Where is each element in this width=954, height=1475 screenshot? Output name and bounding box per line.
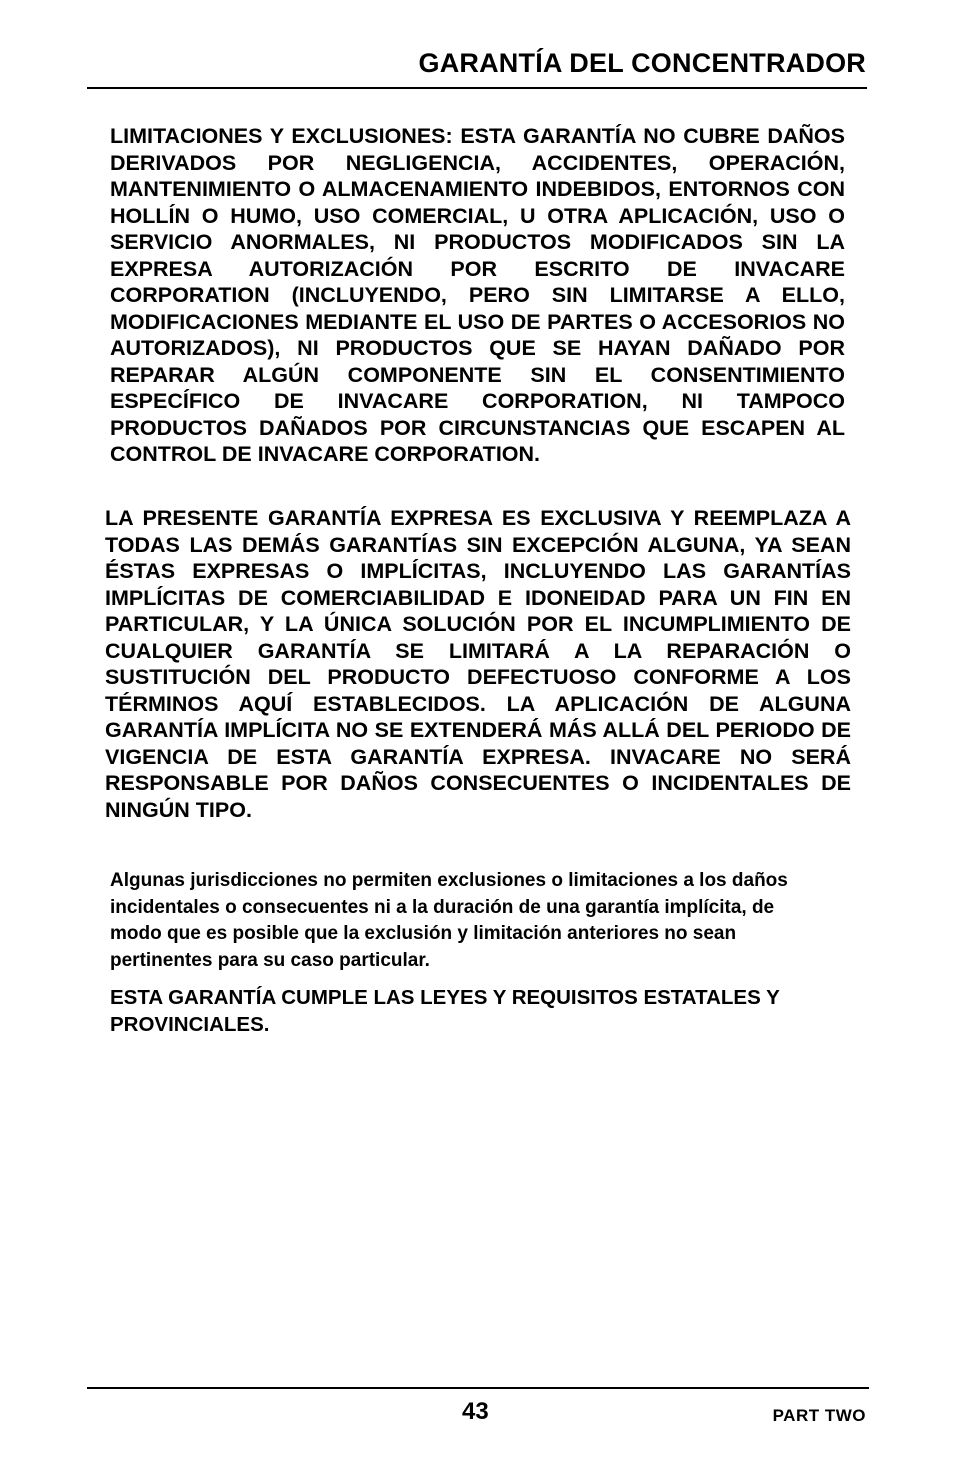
- page-number: 43: [462, 1398, 489, 1425]
- exclusive-warranty-paragraph: LA PRESENTE GARANTÍA EXPRESA ES EXCLUSIVA Y REEMPLAZA A TODAS LAS DEMÁS GARANTÍAS SIN EXCEPCIÓN ALGUNA, YA SEAN ÉSTAS EXPRESAS O IMPLÍCITAS, INCLUYENDO LAS GARANTÍAS IMPLÍCITAS DE COMERCIABILIDAD E IDONEIDAD PARA UN FIN EN PARTICULAR, Y LA ÚNICA SOLUCIÓN POR EL INCUMPLIMIENTO DE CUALQUIER GARANTÍA SE LIMITARÁ A LA REPARACIÓN O SUSTITUCIÓN DEL PRODUCTO DEFECTUOSO CONFORME A LOS TÉRMINOS AQUÍ ESTABLECIDOS. LA APLICACIÓN DE ALGUNA GARANTÍA IMPLÍCITA NO SE EXTENDERÁ MÁS ALLÁ DEL PERIODO DE VIGENCIA DE ESTA GARANTÍA EXPRESA. INVACARE NO SERÁ RESPONSABLE POR DAÑOS CONSECUENTES O INCIDENTALES DE NINGÚN TIPO.: [105, 506, 851, 822]
- page-title: GARANTÍA DEL CONCENTRADOR: [418, 48, 866, 78]
- state-laws-paragraph: ESTA GARANTÍA CUMPLE LAS LEYES Y REQUISITOS ESTATALES Y PROVINCIALES.: [110, 986, 780, 1036]
- jurisdictions-paragraph: Algunas jurisdicciones no permiten exclusiones o limitaciones a los daños incidentales o consecuentes ni a la duración de una garantía implícita, de modo que es posible que la exclusión y limitación anteriores no sean pertinentes para su caso particular.: [110, 870, 788, 971]
- limitations-exclusions-paragraph: LIMITACIONES Y EXCLUSIONES: ESTA GARANTÍA NO CUBRE DAÑOS DERIVADOS POR NEGLIGENCIA, ACCIDENTES, OPERACIÓN, MANTENIMIENTO O ALMACENAMIENTO INDEBIDOS, ENTORNOS CON HOLLÍN O HUMO, USO COMERCIAL, U OTRA APLICACIÓN, USO O SERVICIO ANORMALES, NI PRODUCTOS MODIFICADOS SIN LA EXPRESA AUTORIZACIÓN POR ESCRITO DE INVACARE CORPORATION (INCLUYENDO, PERO SIN LIMITARSE A ELLO, MODIFICACIONES MEDIANTE EL USO DE PARTES O ACCESORIOS NO AUTORIZADOS), NI PRODUCTOS QUE SE HAYAN DAÑADO POR REPARAR ALGÚN COMPONENTE SIN EL CONSENTIMIENTO ESPECÍFICO DE INVACARE CORPORATION, NI TAMPOCO PRODUCTOS DAÑADOS POR CIRCUNSTANCIAS QUE ESCAPEN AL CONTROL DE INVACARE CORPORATION.: [110, 124, 845, 466]
- part-label: PART TWO: [772, 1406, 866, 1425]
- footer-divider: [87, 1387, 869, 1389]
- header-divider: [87, 87, 867, 89]
